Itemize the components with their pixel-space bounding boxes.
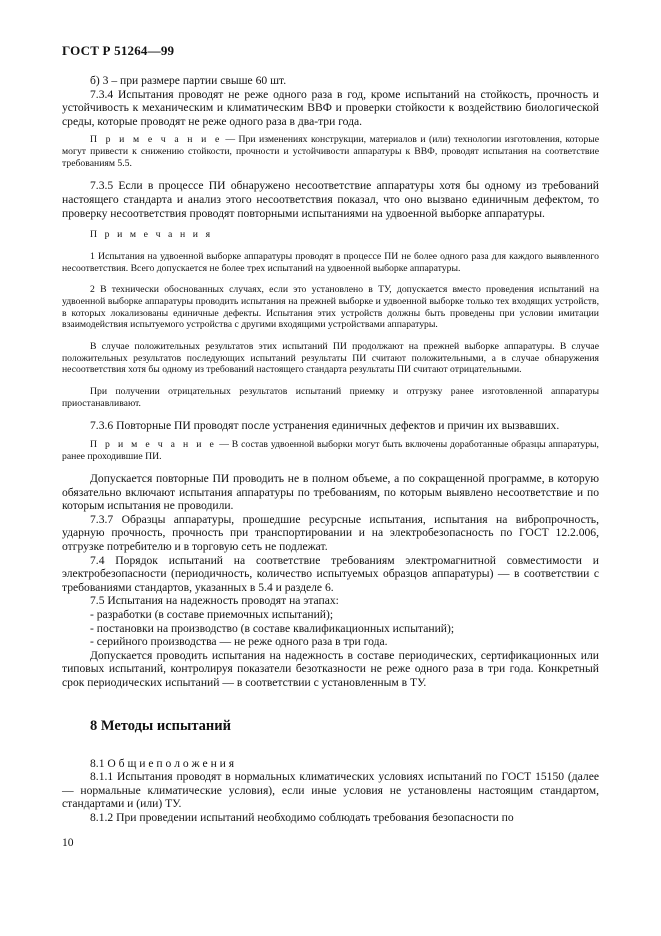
clause-7-3-6: 7.3.6 Повторные ПИ проводят после устранения единичных дефектов и причин их вызвавших. [90,419,560,433]
clause-8-1-2: 8.1.2 При проведении испытаний необходимо соблюдать требования безопасности по [90,810,514,824]
clause-7-3-4: 7.3.4 Испытания проводят не реже одного раза в год, кроме испытаний на стойкость, прочность и устойчивость к механическим и климатическим ВВФ и проверки стойкости к воздействию биологической среды, которые проводят не реже одного раза в два-три года. [62,87,599,128]
note-item-4: При получении отрицательных результатов испытаний приемку и отгрузку ранее изготовленной аппаратуры приостанавливают. [62,385,599,409]
clause-7-4: 7.4 Порядок испытаний на соответствие требованиям электромагнитной совместимости и электробезопасности (периодичность, количество испытуемых образцов аппаратуры) — в соответствии с требованиями стандартов, указанных в 5.4 и разделе 6. [62,553,599,594]
notes-label: П р и м е ч а н и я [90,229,213,241]
note-text: — При изменениях конструкции, материалов и (или) технологии изготовления, которые могут привести к снижению стойкости, прочности и устойчивости аппаратуры к ВВФ, проводят испытания на соответствие требованиям 5.5. [62,134,599,169]
note-label: П р и м е ч а н и е [90,134,222,146]
page-number: 10 [62,836,74,849]
list-item-b: б) 3 – при размере партии свыше 60 шт. [90,74,287,87]
section-8-heading: 8 Методы испытаний [90,717,231,734]
note-item-1: 1 Испытания на удвоенной выборке аппаратуры проводят в процессе ПИ не более одного раза для каждого выявленного несоответствия. Всего допускается не более трех испытаний на удвоенной выборке аппаратуры. [62,250,599,274]
note-item-3: В случае положительных результатов этих испытаний ПИ продолжают на прежней выборке аппаратуры. В случае положительных результатов последующих испытаний результаты ПИ считают положительными, а в случае обнаружения несоответствия хотя бы одному из требований настоящего стандарта результаты ПИ считают отрицательными. [62,340,599,376]
list-item: - постановки на производство (в составе квалификационных испытаний); [90,621,455,635]
clause-7-5: 7.5 Испытания на надежность проводят на этапах: [90,594,339,608]
note-label: П р и м е ч а н и е [90,438,217,450]
clause-7-3-7: 7.3.7 Образцы аппаратуры, прошедшие ресурсные испытания, испытания на вибропрочность, ударную прочность, прочность при транспортировании и на электробезопасность по ГОСТ 12.2.006, отгрузке потребителю и в торговую сеть не подлежат. [62,512,599,554]
note-2 [62,439,599,463]
list-item: - серийного производства — не реже одного раза в три года. [90,635,388,649]
clause-7-3-5: 7.3.5 Если в процессе ПИ обнаружено несоответствие аппаратуры хотя бы одному из требований настоящего стандарта и анализ этого несоответствия показал, что оно вызвано единичным дефектом, то проверку несоответствия проводят повторными испытаниями на удвоенной выборке аппаратуры. [62,179,599,220]
paragraph-allow-2: Допускается проводить испытания на надежность в составе периодических, сертификационных или типовых испытаний, контролируя показатели безотказности не реже одного раза в три года. Конкретный срок периодических испытаний — в соответствии с установленным в ТУ. [62,648,599,690]
clause-8-1-1: 8.1.1 Испытания проводят в нормальных климатических условиях испытаний по ГОСТ 15150 (далее — нормальные климатические условия), если иные условия не установлены настоящим стандартом, стандартами и (или) ТУ. [62,770,599,811]
note-1 [62,134,599,169]
doc-header: ГОСТ Р 51264—99 [62,43,175,58]
paragraph-allow: Допускается повторные ПИ проводить не в полном объеме, а по сокращенной программе, в которую обязательно включают испытания аппаратуры по требованиям, по которым выявлено несоответствие и по которым испытания не проводили. [62,472,599,513]
note-text: — В состав удвоенной выборки могут быть включены доработанные образцы аппаратуры, ранее проходившие ПИ. [62,438,599,462]
subsection-8-1: 8.1 О б щ и е п о л о ж е н и я [90,756,235,770]
list-item: - разработки (в составе приемочных испытаний); [90,608,334,622]
page-content [62,74,599,825]
note-item-2: 2 В технически обоснованных случаях, если это установлено в ТУ, допускается вместо проведения испытаний на удвоенной выборке аппаратуры проводить испытания на прежней выборке и удвоенной выборке только тех входящих устройств, в которых локализованы единичные дефекты. Испытания этих устройств должны быть проведены при условии имитации взаимодействия испытуемого устройства с другими входящими устройствами аппаратуры. [62,284,599,331]
